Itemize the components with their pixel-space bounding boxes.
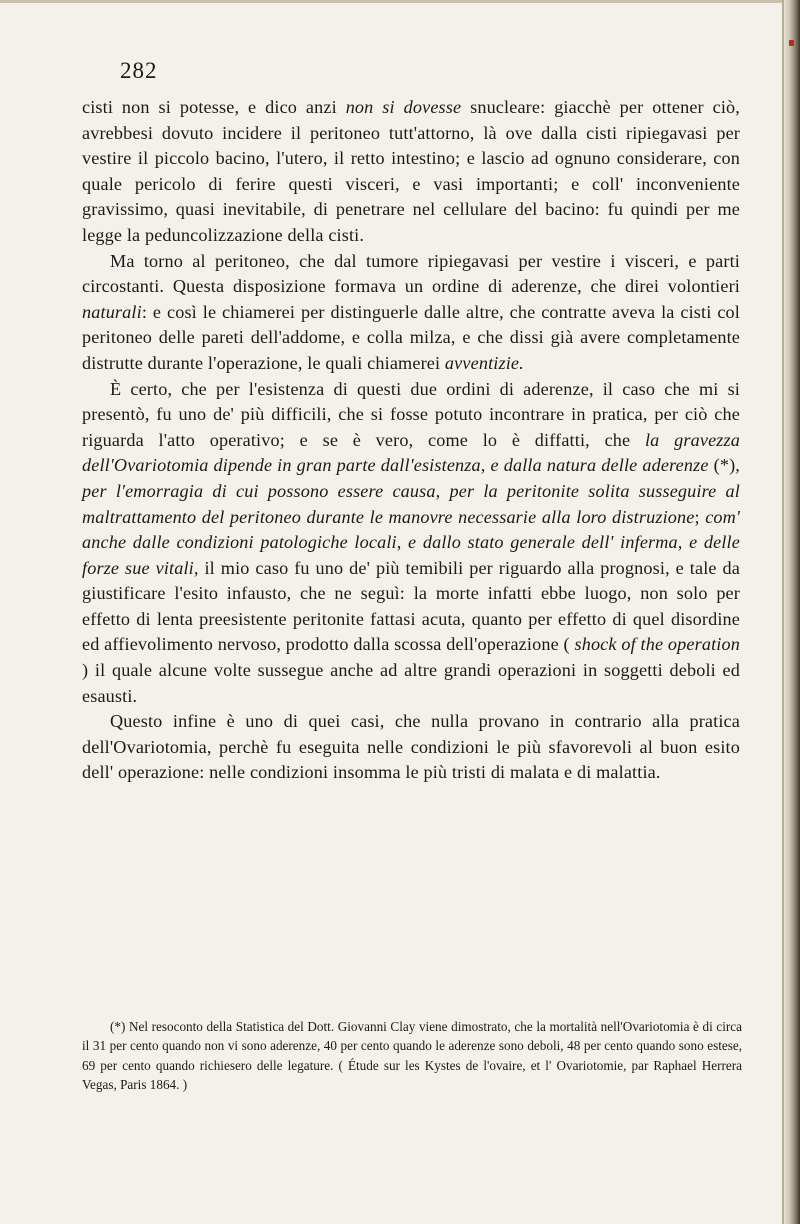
top-border [0,0,784,3]
paragraph [82,95,740,249]
text-segment: ; [694,506,706,527]
text-segment: cisti non si potesse, e dico anzi [82,97,346,117]
text-segment: È certo, che per l'esistenza di questi due ordini di aderenze, il caso che mi si presentò, fu uno de' più difficili, che si fosse potuto incontrare in pratica, per ciò che riguarda l'atto operativo; e se è vero, come lo è diffatti, che [82,378,740,450]
paragraph [82,249,740,377]
italic-text: , per l'emorragia di cui possono essere causa, per la peritonite solita susseguire al maltrattamento del peritoneo durante le manovre necessarie alla loro distruzione [82,455,740,527]
text-segment: snucleare: giacchè per ottener ciò, avrebbesi dovuto incidere il peritoneo tutt'attorno, là ove dalla cisti ripiegavasi per vestire il piccolo bacino, l'utero, il retto intestino; e lascio ad ognuno considerare, con quale pericolo di ferire questi visceri, e vasi importanti; e coll' inconveniente gravissimo, quasi inevitabile, di penetrare nel cellulare del bacino: fu quindi per me legge la peduncolizzazione della cisti. [82,97,740,245]
text-segment: il mio caso fu uno de' più temibili per riguardo alla prognosi, e tale da giustificare l'esito infausto, che ne seguì: la morte infatti ebbe luogo, non solo per effetto di lenta preesistente peritonite fattasi acuta, quanto per effetto di quel disordine ed affievolimento nervoso, prodotto dalla scossa dell'operazione ( [82,557,740,655]
text-segment: (*) [708,455,736,476]
main-text [82,95,740,786]
page-number: 282 [120,58,158,83]
text-segment: Ma torno al peritoneo, che dal tumore ripiegavasi per vestire i visceri, e parti circostanti. Questa disposizione formava un ordine di aderenze, che direi volontieri [82,250,740,297]
paragraph [82,377,740,710]
italic-text: shock of the operation [574,634,740,655]
text-segment: ) il quale alcune volte sussegue anche ad altre grandi operazioni in soggetti deboli ed esausti. [82,660,740,706]
italic-text: com' anche dalle condizioni patologiche locali, e dallo stato generale dell' inferma, e delle forze sue vitali, [82,506,740,578]
footnote-text: (*) Nel resoconto della Statistica del Dott. Giovanni Clay viene dimostrato, che la mortalità nell'Ovariotomia è di circa il 31 per cento quando non vi sono aderenze, 40 per cento quando le aderenze sono deboli, 48 per cento quando sono estese, 69 per cento quando richiesero delle legature. ( Étude sur les Kystes de l'ovaire, et l' Ovariotomie, par Raphael Herrera Vegas, Paris 1864. ) [82,1019,742,1093]
book-binding-edge [784,0,800,1224]
text-segment: : e così le chiamerei per distinguerle dalle altre, che contratte aveva la cisti col peritoneo delle pareti dell'addome, e colla milza, e che dissi già avere completamente distrutte durante l'operazione, le quali chiamerei [82,301,740,373]
italic-text: non si dovesse [345,97,462,117]
italic-text: avventizie. [444,352,524,373]
footnote [82,1017,742,1095]
italic-text: la gravezza dell'Ovariotomia dipende in gran parte dall'esistenza, e dalla natura delle aderenze [82,429,740,476]
paragraph [82,709,740,786]
text-segment: Questo infine è uno di quei casi, che nulla provano in contrario alla pratica dell'Ovariotomia, perchè fu eseguita nelle condizioni le più sfavorevoli al buon esito dell' operazione: nelle condizioni insomma le più tristi di malata e di malattia. [82,711,740,783]
ink-mark [789,40,794,46]
italic-text: naturali [82,301,142,322]
